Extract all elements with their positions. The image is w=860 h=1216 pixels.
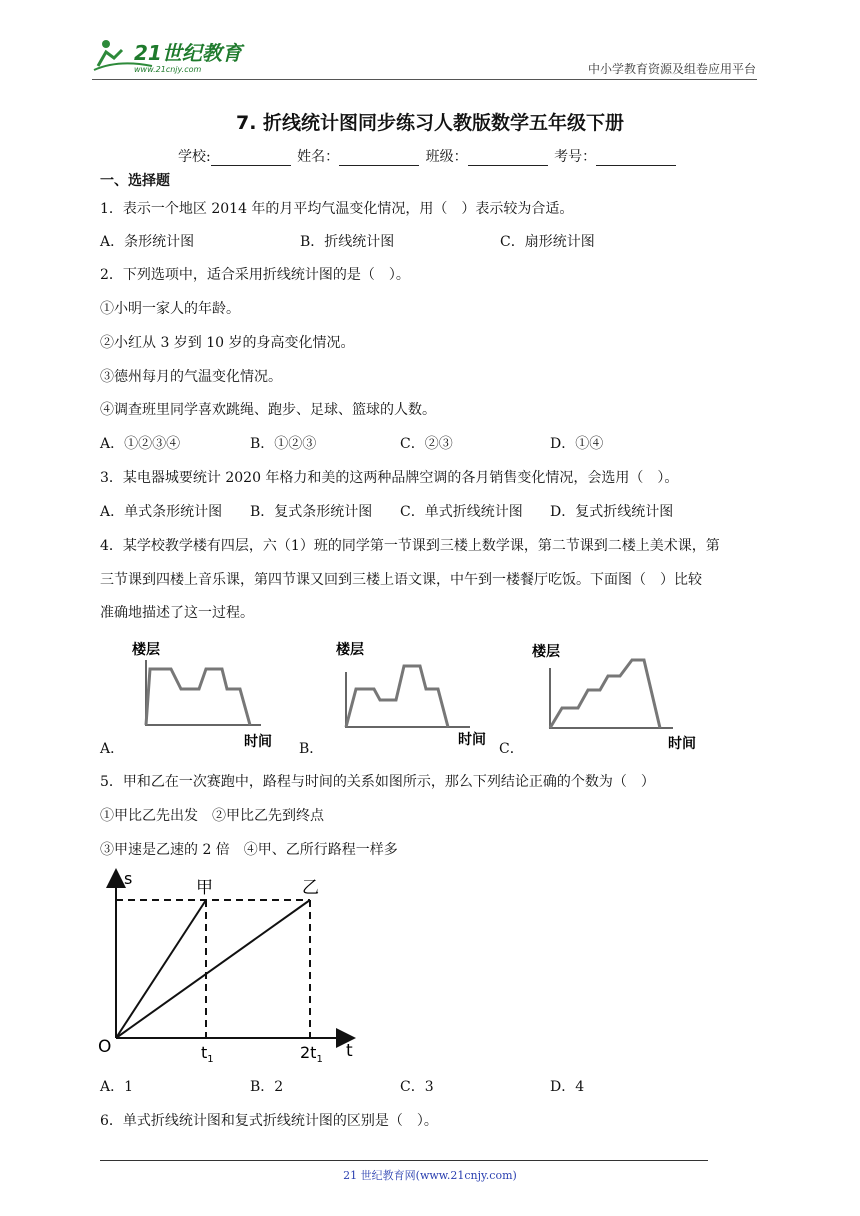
graph-line bbox=[146, 669, 250, 725]
header-platform-text: 中小学教育资源及组卷应用平台 bbox=[587, 62, 756, 76]
graph-xlabel: 时间 bbox=[668, 736, 696, 752]
logo-url: www.21cnjy.com bbox=[134, 65, 202, 74]
q4-text-line: 4．某学校教学楼有四层，六（1）班的同学第一节课到三楼上数学课，第二节课到二楼上美术课，第 bbox=[100, 538, 720, 554]
footer-link[interactable]: 21 世纪教育网(www.21cnjy.com) bbox=[343, 1169, 517, 1182]
q1-option-c[interactable]: C．扇形统计图 bbox=[500, 234, 595, 250]
origin-label: O bbox=[98, 1037, 112, 1057]
q3-option-b[interactable]: B．复式条形统计图 bbox=[250, 504, 373, 520]
q4-graph-b[interactable] bbox=[330, 636, 500, 758]
exam-no-blank[interactable] bbox=[596, 151, 676, 166]
t1-label: $t_1$ bbox=[201, 1043, 214, 1065]
yi-line bbox=[116, 900, 310, 1038]
q5-distance-time-graph bbox=[98, 866, 368, 1070]
q2-text: 2．下列选项中，适合采用折线统计图的是（ ）。 bbox=[100, 267, 410, 283]
q2-item: ②小红从 3 岁到 10 岁的身高变化情况。 bbox=[100, 335, 355, 351]
q3-option-c[interactable]: C．单式折线统计图 bbox=[400, 504, 523, 520]
2t1-label: $2t_1$ bbox=[300, 1043, 323, 1065]
t-label: t bbox=[346, 1041, 353, 1061]
q4-option-c-label[interactable]: C． bbox=[499, 741, 524, 757]
graph-line bbox=[346, 666, 448, 727]
q2-option-d[interactable]: D．①④ bbox=[550, 436, 604, 452]
jia-label: 甲 bbox=[196, 878, 213, 898]
q3-option-d[interactable]: D．复式折线统计图 bbox=[550, 504, 674, 520]
q4-graph-a[interactable] bbox=[126, 636, 286, 755]
q1-option-a[interactable]: A．条形统计图 bbox=[100, 234, 195, 250]
name-label: 姓名： bbox=[297, 149, 340, 165]
q4-option-a-label[interactable]: A． bbox=[100, 741, 125, 757]
graph-ylabel: 楼层 bbox=[132, 642, 160, 658]
q2-item: ④调查班里同学喜欢跳绳、跑步、足球、篮球的人数。 bbox=[100, 402, 436, 418]
class-label: 班级： bbox=[425, 149, 468, 165]
q5-option-d[interactable]: D．4 bbox=[550, 1079, 585, 1095]
graph-ylabel: 楼层 bbox=[336, 642, 364, 658]
q6-text: 6．单式折线统计图和复式折线统计图的区别是（ ）。 bbox=[100, 1113, 438, 1129]
q5-item: ①甲比乙先出发 ②甲比乙先到终点 bbox=[100, 808, 324, 824]
school-label: 学校: bbox=[178, 149, 211, 165]
graph-xlabel: 时间 bbox=[244, 734, 272, 750]
q1-option-b[interactable]: B．折线统计图 bbox=[300, 234, 395, 250]
graph-axes bbox=[346, 672, 470, 727]
student-info-row bbox=[178, 146, 678, 166]
school-blank[interactable] bbox=[211, 151, 291, 166]
graph-xlabel: 时间 bbox=[458, 732, 486, 748]
graph-ylabel: 楼层 bbox=[532, 644, 560, 660]
name-blank[interactable] bbox=[339, 151, 419, 166]
exam-no-label: 考号： bbox=[554, 149, 597, 165]
graph-line bbox=[550, 660, 660, 728]
q4-option-b-label[interactable]: B． bbox=[299, 741, 324, 757]
q1-text: 1．表示一个地区 2014 年的月平均气温变化情况，用（ ）表示较为合适。 bbox=[100, 201, 574, 217]
q3-text: 3．某电器城要统计 2020 年格力和美的这两种品牌空调的各月销售变化情况，会选用（ ）。 bbox=[100, 470, 679, 486]
q4-graph-c[interactable] bbox=[528, 638, 708, 757]
q5-item: ③甲速是乙速的 2 倍 ④甲、乙所行路程一样多 bbox=[100, 842, 398, 858]
q4-text-line: 准确地描述了这一过程。 bbox=[100, 605, 254, 621]
q2-item: ①小明一家人的年龄。 bbox=[100, 301, 240, 317]
q5-option-c[interactable]: C．3 bbox=[400, 1079, 434, 1095]
q5-text: 5．甲和乙在一次赛跑中，路程与时间的关系如图所示，那么下列结论正确的个数为（ ） bbox=[100, 774, 655, 790]
q2-option-a[interactable]: A．①②③④ bbox=[100, 436, 181, 452]
site-logo bbox=[92, 36, 262, 76]
jia-line bbox=[116, 900, 206, 1038]
logo-text: 21世纪教育 bbox=[134, 41, 242, 65]
page-title: 7. 折线统计图同步练习人教版数学五年级下册 bbox=[235, 112, 625, 134]
header-divider bbox=[92, 79, 757, 80]
yi-label: 乙 bbox=[302, 878, 319, 898]
q2-option-b[interactable]: B．①②③ bbox=[250, 436, 317, 452]
q2-item: ③德州每月的气温变化情况。 bbox=[100, 369, 282, 385]
q3-option-a[interactable]: A．单式条形统计图 bbox=[100, 504, 223, 520]
q5-option-b[interactable]: B．2 bbox=[250, 1079, 284, 1095]
q5-option-a[interactable]: A．1 bbox=[100, 1079, 134, 1095]
q4-text-line: 三节课到四楼上音乐课，第四节课又回到三楼上语文课，中午到一楼餐厅吃饭。下面图（ ）比较 bbox=[100, 572, 702, 588]
q2-option-c[interactable]: C．②③ bbox=[400, 436, 453, 452]
s-label: s bbox=[124, 869, 133, 888]
class-blank[interactable] bbox=[468, 151, 548, 166]
section-heading: 一、选择题 bbox=[100, 173, 170, 189]
footer-divider bbox=[100, 1160, 708, 1161]
